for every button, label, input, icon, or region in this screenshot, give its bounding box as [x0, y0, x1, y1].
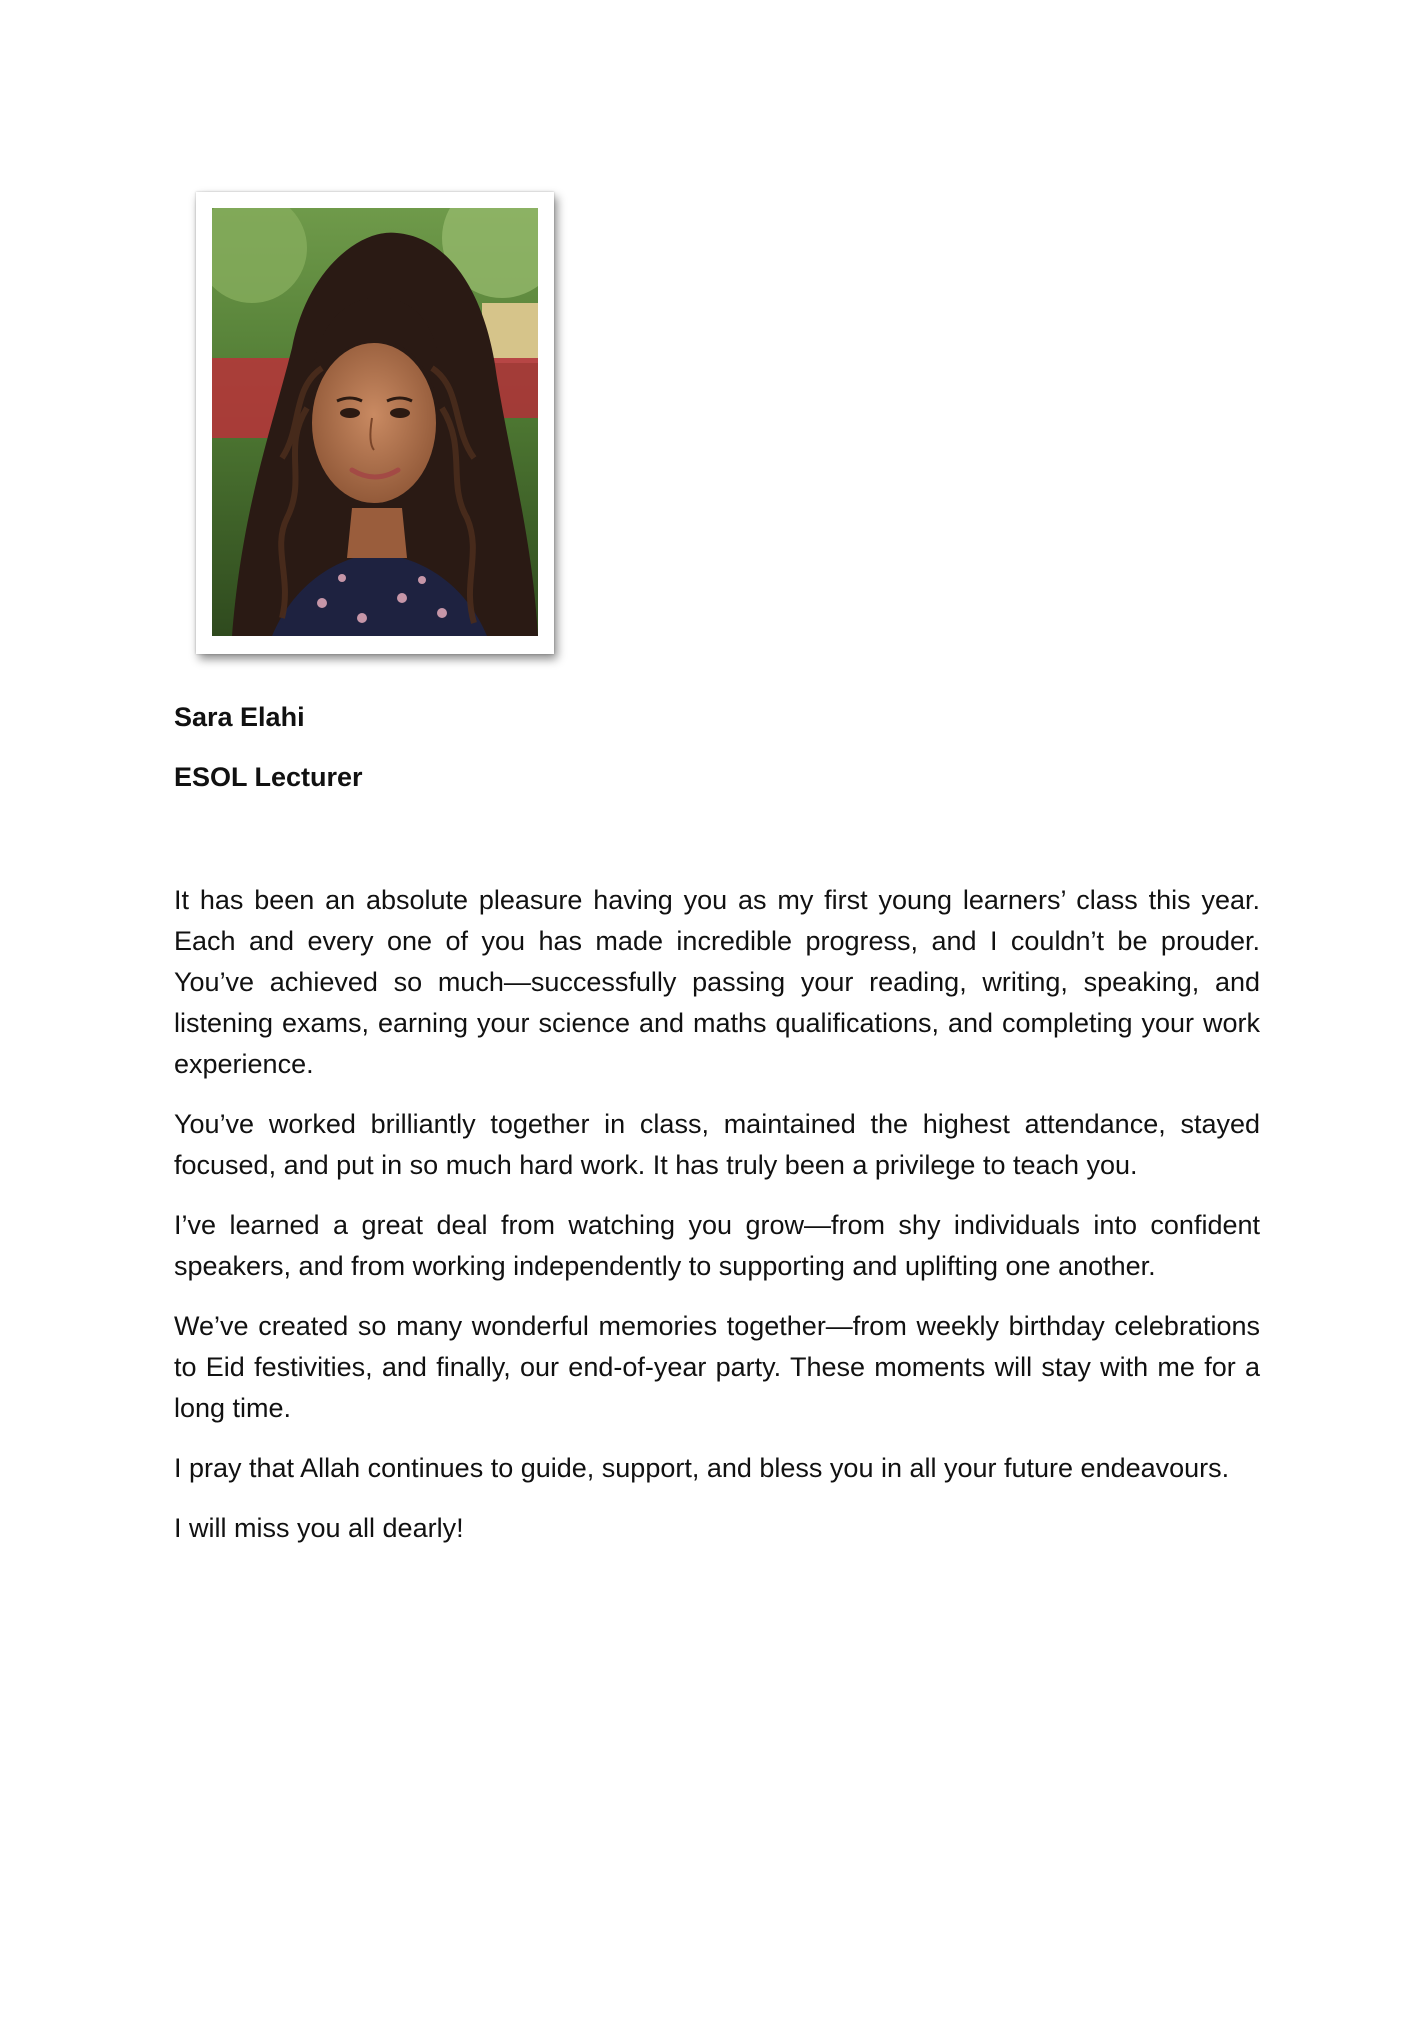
portrait-photo-illustration — [212, 208, 538, 636]
author-name: Sara Elahi — [174, 702, 305, 732]
letter-paragraph: I pray that Allah continues to guide, support, and bless you in all your future endeavours. — [174, 1453, 1230, 1483]
author-role: ESOL Lecturer — [174, 762, 363, 792]
letter-paragraph: I’ve learned a great deal from watching you grow—from shy individuals into confident speakers, and from working independently to supporting and uplifting one another. — [174, 1210, 1260, 1281]
portrait-photo — [212, 208, 538, 636]
letter-paragraph: You’ve worked brilliantly together in class, maintained the highest attendance, stayed focused, and put in so much hard work. It has truly been a privilege to teach you. — [174, 1109, 1260, 1180]
photo-frame — [196, 192, 554, 654]
letter-paragraph: I will miss you all dearly! — [174, 1513, 464, 1543]
letter-paragraph: We’ve created so many wonderful memories together—from weekly birthday celebrations to Eid festivities, and finally, our end-of-year party. These moments will stay with me for a long time. — [174, 1311, 1260, 1423]
letter-body — [174, 880, 1260, 1568]
letter-paragraph: It has been an absolute pleasure having you as my first young learners’ class this year. Each and every one of you has made incredible progress, and I couldn’t be prouder. You’ve achieved so much—successfully passing your reading, writing, speaking, and listening exams, earning your science and maths qualifications, and completing your work experience. — [174, 885, 1260, 1079]
